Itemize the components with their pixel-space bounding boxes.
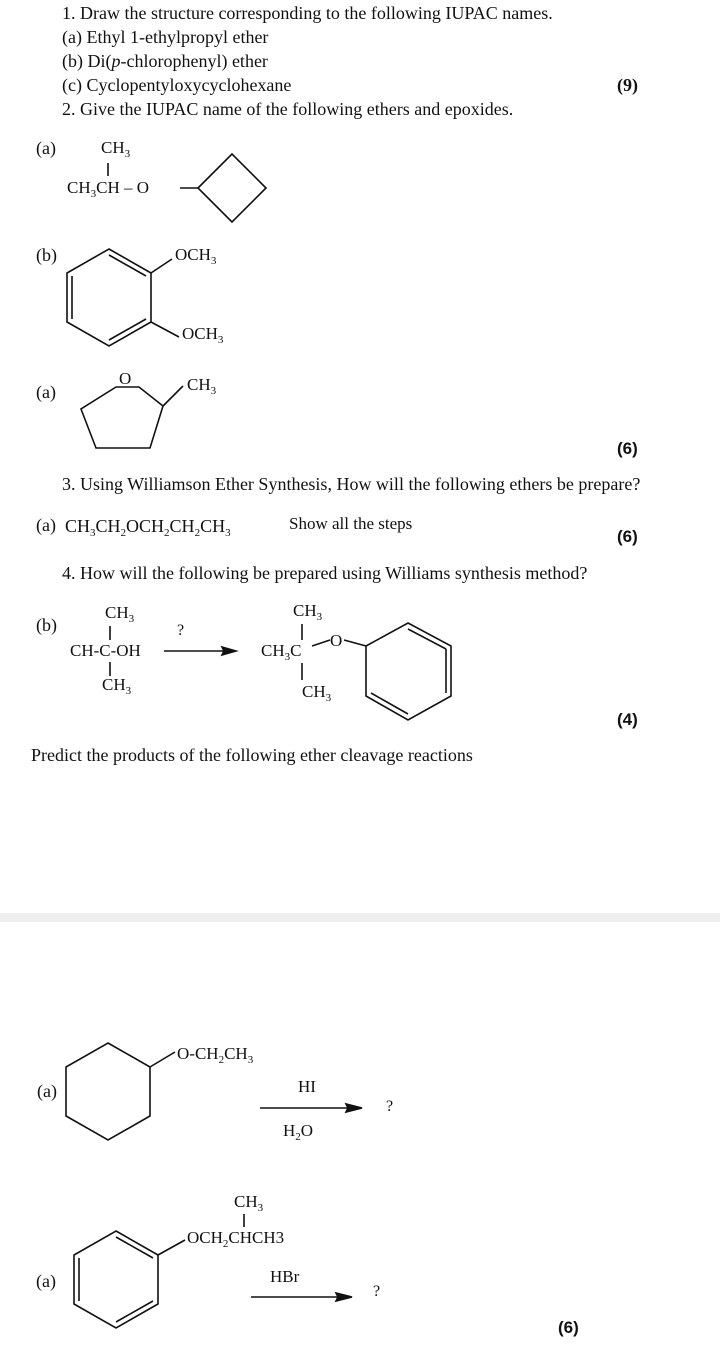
q5-r2-reagent: HBr — [270, 1267, 300, 1286]
q2b-benzene-ring — [67, 249, 151, 346]
q2-marks: (6) — [617, 439, 638, 458]
q5-r2-label: (a) — [36, 1271, 56, 1291]
q5-r1-substituent-bond — [150, 1052, 175, 1067]
q1-item-c: (c) Cyclopentyloxycyclohexane — [62, 75, 292, 95]
q2c-ch3-bond — [163, 386, 183, 406]
q4-product-o-ring-bond — [344, 640, 366, 646]
q2-a-label: (a) — [36, 138, 56, 158]
q2-c-oxygen: O — [119, 369, 132, 388]
q5-r2-substituent: $OCH_2CHCH3$ — [187, 1228, 285, 1250]
q5-r1-reagent-bottom: $H_2O$ — [283, 1121, 314, 1143]
q4-product-oxygen: O — [330, 631, 343, 650]
q2c-thf-ring — [81, 387, 163, 448]
q4-product-benzene — [366, 623, 451, 720]
q4-title: 4. How will the following be prepared using Williams synthesis method? — [62, 563, 588, 583]
q4-product-left: $CH_3C$ — [261, 641, 302, 663]
q4-product-ch3-top: $CH_3$ — [293, 601, 323, 623]
q1-item-b: (b) Di(p-chlorophenyl) ether — [62, 51, 268, 71]
q1-title: 1. Draw the structure corresponding to the following IUPAC names. — [62, 3, 553, 23]
q2-b-label: (b) — [36, 245, 57, 265]
q5-r2-product: ? — [373, 1283, 381, 1300]
q5-r1-substituent: $O-CH_2CH_3$ — [177, 1044, 254, 1066]
q5-r1-reagent-top: HI — [298, 1077, 316, 1096]
q4-arrow-label: ? — [177, 622, 185, 639]
q4-reactant-ch3-top: $CH_3$ — [105, 603, 135, 625]
q1-marks: (9) — [617, 75, 638, 95]
q1-item-a: (a) Ethyl 1-ethylpropyl ether — [62, 27, 269, 47]
q4-product-c-o-bond — [312, 640, 330, 646]
q4-b-label: (b) — [36, 615, 57, 635]
q5-r2-substituent-bond — [158, 1240, 185, 1255]
q5-r2-benzene — [74, 1231, 158, 1328]
q3-a-label: (a) — [36, 515, 56, 535]
q2-a-main-chain: $CH_3CH$ – O — [67, 178, 150, 200]
q2a-cyclobutane — [198, 154, 266, 222]
q3-formula: $CH_3CH_2OCH_2CH_2CH_3$ — [65, 516, 231, 539]
q5-r1-product: ? — [386, 1098, 394, 1115]
q5-r1-reaction-arrow — [260, 1104, 362, 1112]
q4-reactant-ch3-bottom: $CH_3$ — [102, 675, 132, 697]
q3-title: 3. Using Williamson Ether Synthesis, How will the following ethers be prepare? — [62, 474, 641, 494]
q5-r1-cyclohexane — [66, 1043, 150, 1140]
q2b-bond-top — [151, 259, 172, 273]
q5-r1-label: (a) — [37, 1081, 57, 1101]
q5-r2-ch3: $CH_3$ — [234, 1192, 264, 1214]
q2-title: 2. Give the IUPAC name of the following ethers and epoxides. — [62, 99, 514, 119]
q2-c-label: (a) — [36, 382, 56, 402]
q3-note: Show all the steps — [289, 514, 413, 533]
q2-a-ch3-top: $CH_3$ — [101, 138, 131, 160]
q2-c-ch3: $CH_3$ — [187, 375, 217, 397]
q5-title: Predict the products of the following ether cleavage reactions — [31, 745, 473, 765]
q2-b-och3-bottom: $OCH_3$ — [182, 324, 224, 346]
q4-product-ch3-bottom: $CH_3$ — [302, 682, 332, 704]
q4-reaction-arrow — [164, 647, 236, 655]
q3-marks: (6) — [617, 527, 638, 546]
q2-b-och3-top: $OCH_3$ — [175, 245, 217, 267]
q5-marks: (6) — [558, 1318, 579, 1337]
q2b-bond-bottom — [151, 322, 179, 337]
q4-reactant-middle: CH-C-OH — [70, 641, 141, 660]
q5-r2-reaction-arrow — [251, 1293, 352, 1301]
q4-marks: (4) — [617, 710, 638, 729]
